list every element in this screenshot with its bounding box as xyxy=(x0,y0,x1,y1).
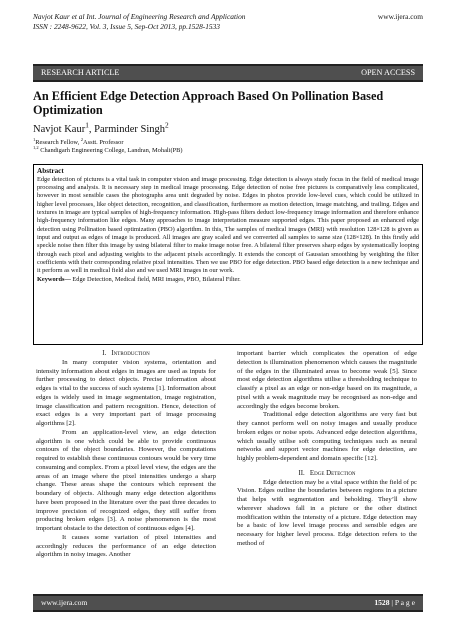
aff-role-2: Asstt. Professor xyxy=(83,139,124,146)
section-2-number: II. xyxy=(298,469,305,477)
aff-role-1: Research Fellow, xyxy=(35,139,81,146)
paragraph: important barrier which complicates the operation of edge detection is illumination phenomenon which causes the magnitude of the edges in the illuminated areas to become weak [5]. Since most edge detection algorithms utilise a thresholding technique to classify a pixel as an edge or non-edge based on its magnitude, a pixel with a weak magnitude may be recognised as non-edge and accordingly the edges become broken. xyxy=(237,350,417,410)
paragraph: It causes some variation of pixel intensities and accordingly reduces the performance of an edge detection algorithm in noisy images. Another xyxy=(36,533,216,559)
aff-institution: Chandigarh Engineering College, Landran, Mohali(PB) xyxy=(38,147,183,155)
research-article-label: RESEARCH ARTICLE xyxy=(41,68,120,77)
article-type-band xyxy=(33,64,423,82)
affiliation-line-2 xyxy=(33,147,183,155)
keywords-line xyxy=(37,276,419,284)
abstract-text: Edge detection of pictures is a vital task in computer vision and image processing. Edge detection is always study focus in the field of medical image processing and analysis. It is necessary step in medical image processing. Edge detection of noise free pictures is comparatively less complicated, however in most sensible cases the photographs area unit degraded by noise. Edges in photos provide low-level cues, which could be utilized in higher level processes, like object detection, recognition, and classification, furthermore as motion detection, image matching, and trailing. Edges and textures in image are typical samples of high-frequency information. High-pass filters deduct low-frequency image information and therefore enhance high-frequency information like edges. Many approaches to image interpretation measure supported edges. This paper proposed an enhanced edge detection using Pollination based optimization (PBO) algorithm. In this, The samples of medical images (MRI) with resolution 128×128 is given as input and output as edges of image is produced. All images are gray scaled and we converted all samples to same size (128×128). In this firstly add speckle noise then filter this image by using bilateral filter to make image noise free. A bilateral filter preserves sharp edges by systematically looping through each pixel and adjusting weights to the adjacent pixels accordingly. It extends the concept of Gaussian smoothing by weighting the filter coefficients with their corresponding relative pixel intensities. Then we use PBO for edge detection. PBO based edge detection is a new technique and it perform as well in medical field also and we used MRI images in our work. xyxy=(37,175,419,275)
page-number-value: 1528 xyxy=(374,598,390,607)
paragraph: In many computer vision systems, orientation and intensity information about edges in images are used as inputs for further processing to detect objects. Precise information about edges is vital to the success of such systems [1]. Information about edges is widely used in image segmentation, image registration, image classification and pattern recognition. Hence, detection of exact edges is a very important part of image processing algorithms [2]. xyxy=(36,358,216,427)
keywords-label: Keywords— xyxy=(37,275,71,283)
paragraph: Traditional edge detection algorithms are very fast but they cannot perform well on noisy images and usually produce broken edges or noise spots. Advanced edge detection algorithms, which usually utilise soft computing techniques such as neural networks and support vector machines for edge detection, are highly problem-dependent and domain specific [12]. xyxy=(237,411,417,462)
affiliations xyxy=(33,136,183,156)
section-2-title: Edge Detection xyxy=(309,469,356,477)
aff-sup-3: 1,2 xyxy=(33,145,39,151)
footer-url[interactable]: www.ijera.com xyxy=(41,598,88,607)
author-1-sup: 1 xyxy=(85,120,89,130)
aff-sup-2: 2 xyxy=(80,136,84,142)
citation-line-1: Navjot Kaur et al Int. Journal of Engineering Research and Application xyxy=(33,12,246,21)
journal-url[interactable]: www.ijera.com xyxy=(377,12,423,21)
right-column xyxy=(237,350,417,549)
section-1-heading xyxy=(36,350,216,359)
page-label: | P a g e xyxy=(389,598,415,607)
section-1-number: I. xyxy=(102,350,107,357)
author-separator: , xyxy=(88,124,95,135)
paper-title: An Efficient Edge Detection Approach Based On Pollination Based Optimization xyxy=(33,89,384,117)
author-2: Parminder Singh xyxy=(94,124,165,135)
section-2-heading xyxy=(237,470,417,479)
running-header xyxy=(33,12,423,31)
abstract-heading: Abstract xyxy=(37,167,64,175)
authors xyxy=(33,120,169,136)
paragraph: From an application-level view, an edge detection algorithm is one which could be able to provide continuous contours of the object boundaries. However, the computations required to establish these continuous contours would be very time consuming and complex. From a pixel level view, the edges are the areas of an image where the pixel intensities undergo a sharp change. These areas shape the contours which represent the boundary of objects. Although many edge detection algorithms have been proposed in the literature over the past three decades to improve precision of recognized edges, they still suffer from producing broken edges [3]. A noise phenomenon is the most important obstacle to the detection of continuous edges [4]. xyxy=(36,428,216,532)
keywords-text: Edge Detection, Medical field, MRI images, PBO, Bilateral Filter. xyxy=(70,275,241,283)
aff-sup-1: 1 xyxy=(33,136,36,142)
abstract-box xyxy=(33,164,423,345)
footer-band xyxy=(33,594,423,612)
left-column xyxy=(36,350,216,560)
citation-line-2: ISSN : 2248-9622, Vol. 3, Issue 5, Sep-Oct 2013, pp.1528-1533 xyxy=(33,21,221,31)
open-access-label: OPEN ACCESS xyxy=(361,68,415,77)
author-1: Navjot Kaur xyxy=(33,124,86,135)
section-1-title: Introduction xyxy=(111,350,150,357)
page-number xyxy=(374,596,415,610)
author-2-sup: 2 xyxy=(165,120,169,130)
paragraph: Edge detection may be a vital space within the field of pc Vision. Edges outline the boundaries between regions in a picture that helps with segmentation and beholding. They’ll show wherever shadows fall in a picture or the other distinct modification within the intensity of a picture. Edge detection may be a basic of low level image process and sensible edges are necessary for higher level process. Edge detection refers to the method of xyxy=(237,478,417,547)
